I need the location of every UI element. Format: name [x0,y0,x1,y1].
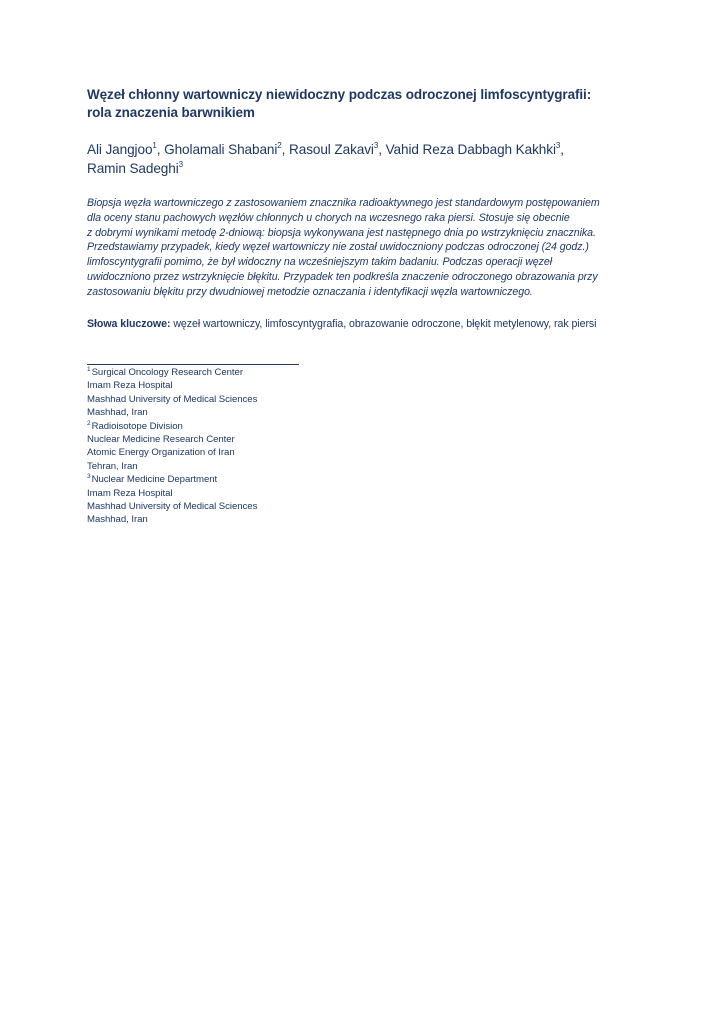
title-line-2: rola znaczenia barwnikiem [87,105,255,120]
abstract-line: zastosowaniu błękitu przy dwudniowej metodzie oznaczania i identyfikacji węzła wartowniczego. [87,285,533,298]
author-affiliation-mark: 1 [152,141,157,150]
footnote-line: Nuclear Medicine Research Center [87,434,235,446]
title-line-1: Węzeł chłonny wartowniczy niewidoczny podczas odroczonej limfoscyntygrafii: [87,87,592,102]
footnote-line: Tehran, Iran [87,460,138,472]
footnotes [87,366,257,527]
paper-page [87,86,647,331]
author-name: Gholamali Shabani [164,142,278,157]
author-separator: , [156,142,165,157]
abstract-line: Przedstawiamy przypadek, kiedy węzeł wartowniczy nie został uwidoczniony podczas odroczonej (24 godz.) [87,241,589,254]
footnote-line: Radioisotope Division [91,420,183,432]
author-name: Rasoul Zakavi [289,142,374,157]
footnote-affiliation-1 [87,366,257,420]
paper-title [87,86,647,122]
footnote-line: Surgical Oncology Research Center [91,367,243,378]
footnote-line: Imam Reza Hospital [87,380,173,392]
footnote-separator [87,364,299,365]
footnote-line: Imam Reza Hospital [87,487,173,499]
author-name: Ramin Sadeghi [87,161,179,176]
author-separator: , [378,142,386,157]
abstract-line: Biopsja węzła wartowniczego z zastosowaniem znacznika radioaktywnego jest standardowym postępowaniem [87,197,600,209]
footnote-line: Nuclear Medicine Department [91,474,218,486]
footnote-line: Atomic Energy Organization of Iran [87,447,235,459]
footnote-line: Mashhad, Iran [87,407,148,419]
footnote-mark: 1 [87,366,91,373]
keywords-text: węzeł wartowniczy, limfoscyntygrafia, obrazowanie odroczone, błękit metylenowy, rak piersi [170,317,597,330]
author-name: Vahid Reza Dabbagh Kakhki [385,142,556,157]
abstract-line: z dobrymi wynikami metodę 2-dniową: biopsja wykonywana jest następnego dnia po wstrzyknięciu znacznika. [87,226,596,239]
footnote-line: Mashhad University of Medical Sciences [87,501,258,513]
footnote-mark: 2 [87,419,91,427]
abstract-line: limfoscyntygrafii pomimo, że był widoczny na wcześniejszym takim badaniu. Podczas operacji węzeł [87,256,553,269]
footnote-line: Mashhad University of Medical Sciences [87,393,258,405]
abstract-line: uwidoczniono przez wstrzyknięcie błękitu. Przypadek ten podkreśla znaczenie odroczonego obrazowania przy [87,270,598,283]
keywords [87,317,647,331]
author-affiliation-mark: 2 [277,141,282,150]
abstract-line: dla oceny stanu pachowych węzłów chłonnych u chorych na wczesnego raka piersi. Stosuje się obecnie [87,211,570,224]
author-affiliation-mark: 3 [178,160,184,169]
footnote-line: Mashhad, Iran [87,514,148,526]
author-separator: , [560,142,564,157]
author-separator: , [281,142,290,157]
author-affiliation-mark: 3 [555,141,561,150]
keywords-label: Słowa kluczowe: [87,317,171,330]
footnote-mark: 3 [87,473,91,481]
author-name: Ali Jangjoo [87,142,153,157]
footnote-affiliation-2 [87,420,257,474]
author-list [87,140,647,178]
author-affiliation-mark: 3 [373,141,379,150]
abstract [87,196,647,300]
footnote-affiliation-3 [87,473,257,527]
